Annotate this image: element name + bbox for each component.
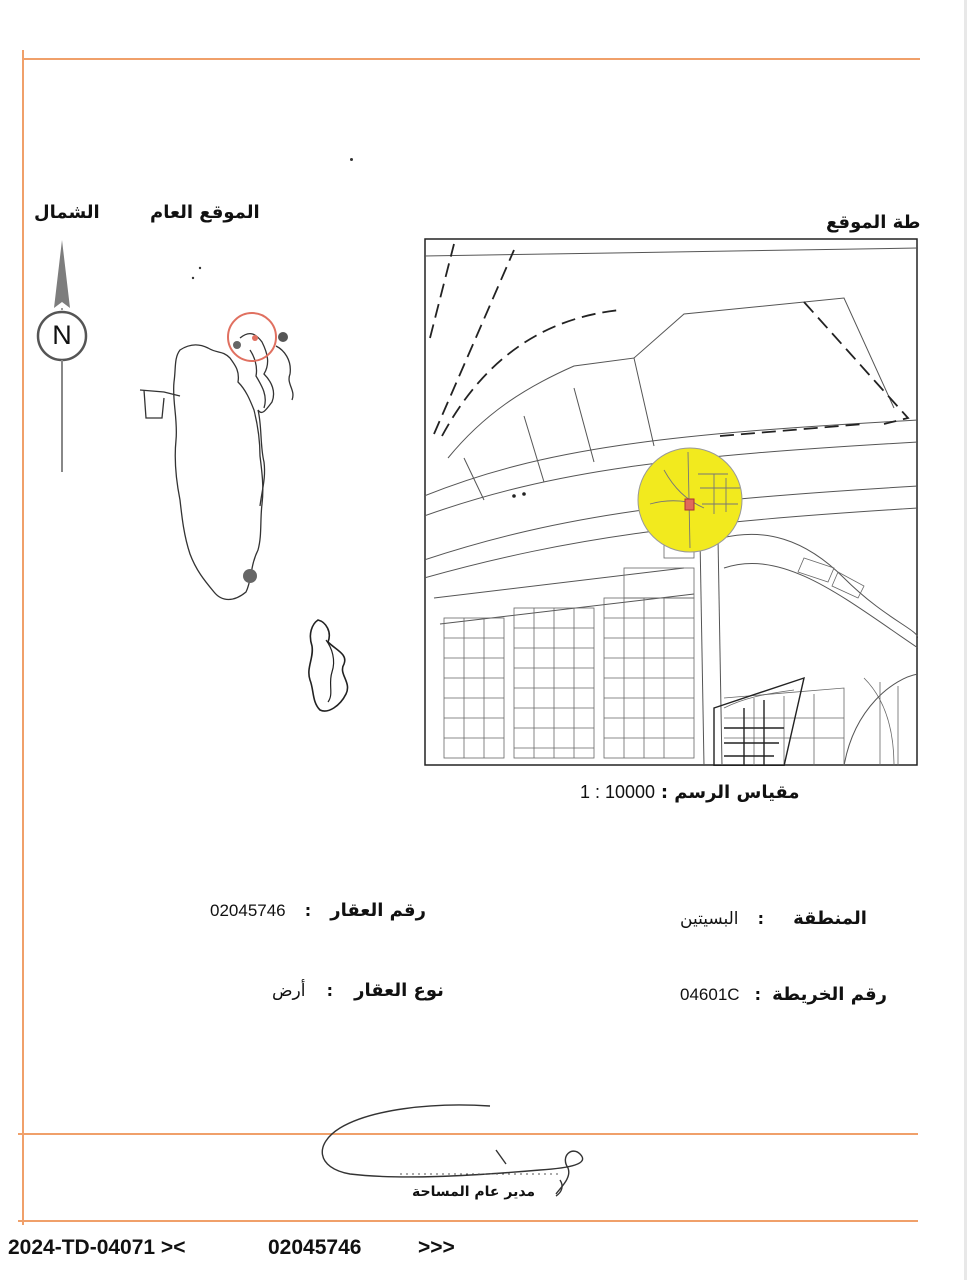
map-number-row <box>680 984 887 1005</box>
north-letter: N <box>52 320 72 350</box>
property-type-label: نوع العقار <box>354 980 444 1001</box>
property-number-row <box>210 900 426 921</box>
general-location-label: الموقع العام <box>150 202 260 223</box>
area-row <box>680 908 867 929</box>
north-label: الشمال <box>34 202 100 223</box>
property-number-value: 02045746 <box>210 901 286 920</box>
bahrain-island-map <box>100 250 380 730</box>
map-scale-value: 1 : 10000 <box>580 782 656 802</box>
map-scale <box>580 782 800 803</box>
map-scale-label: مقياس الرسم : <box>660 782 800 803</box>
signature-title: مدير عام المساحة <box>412 1184 536 1200</box>
property-number-colon: : <box>304 901 312 920</box>
property-number-label: رقم العقار <box>330 900 426 921</box>
north-arrow-icon <box>30 236 94 476</box>
signature-scribble <box>310 1098 610 1198</box>
property-plot-marker <box>685 499 694 510</box>
area-value: البسيتين <box>680 909 739 929</box>
frame-left-line <box>22 50 24 1225</box>
area-label: المنطقة <box>793 908 867 929</box>
frame-bottom-line <box>18 1220 918 1222</box>
property-type-value: أرض <box>272 981 306 1001</box>
frame-top-line <box>24 58 920 60</box>
footer-suffix: >>> <box>418 1236 455 1259</box>
footer-reference: 2024-TD-04071 >< <box>8 1236 186 1259</box>
area-colon: : <box>757 909 765 928</box>
frame-right-edge <box>964 0 967 1280</box>
site-map-label: طة الموقع <box>826 212 921 233</box>
site-map <box>424 238 918 766</box>
map-number-value: 04601C <box>680 985 740 1004</box>
map-number-colon: : <box>754 985 762 1004</box>
footer-property-number: 02045746 <box>268 1236 362 1259</box>
map-dot <box>350 158 353 161</box>
map-number-label: رقم الخريطة <box>772 984 887 1005</box>
property-type-row <box>272 980 444 1001</box>
property-type-colon: : <box>326 981 333 1000</box>
